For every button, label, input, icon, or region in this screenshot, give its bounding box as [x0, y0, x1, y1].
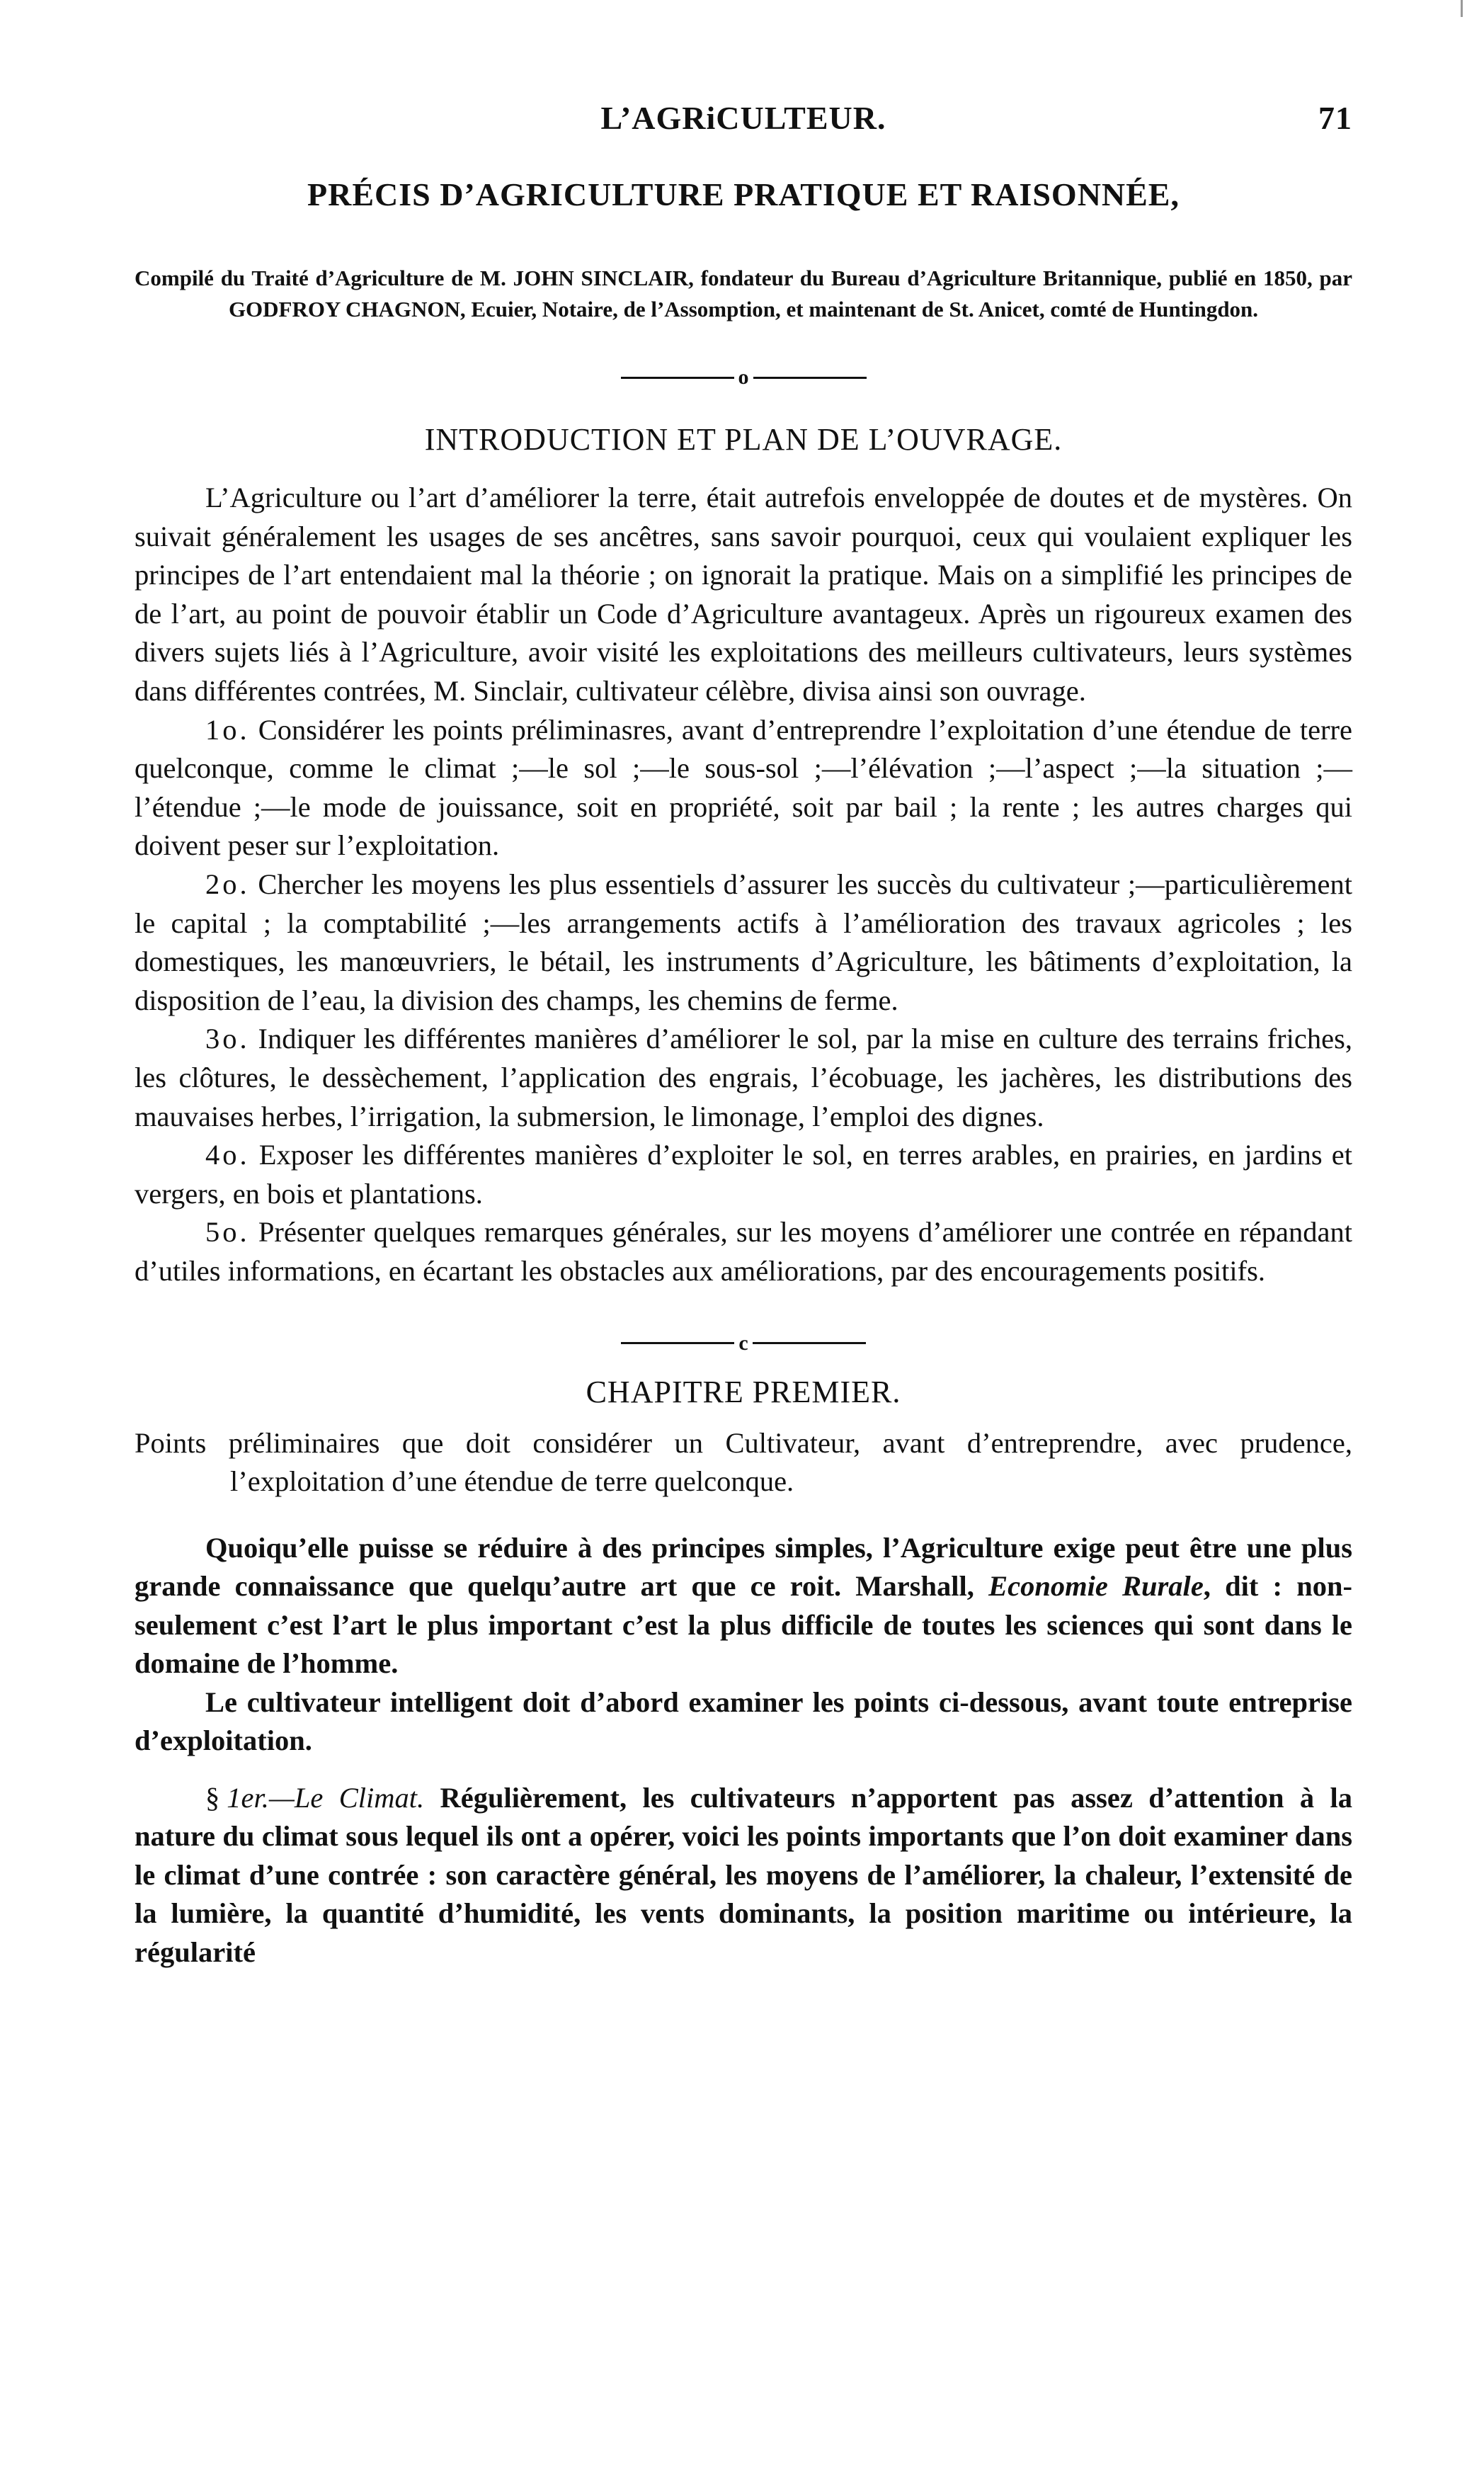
paragraph-text: Régulièrement, les cultivateurs n’apportent pas assez d’attention à la nature du climat sous lequel ils ont a opérer, voici les points importants que l’on doit examiner dans le climat d’une contrée : son caractère général, les moyens de l’améliorer, la chaleur, l’extensité de la lumière, la quantité d’humidité, les vents dominants, la position maritime ou intérieure, la régularité	[135, 1781, 1352, 1968]
separator-line	[621, 377, 734, 379]
item-text: Chercher les moyens les plus essentiels d’assurer les succès du cultivateur ;—particulièrement le capital ; la comptabilité ;—les arrangements actifs à l’amélioration des travaux agricoles ; les domestiques, les manœuvriers, le bétail, les instruments d’Agriculture, les bâtiments d’exploitation, la disposition de l’eau, la division des champs, les chemins de ferme.	[135, 868, 1353, 1016]
intro-body	[135, 479, 1352, 1290]
list-item	[135, 1213, 1352, 1290]
separator-mark: o	[738, 365, 749, 390]
item-text: Considérer les points préliminasres, avant d’entreprendre l’exploitation d’une étendue de terre quelconque, comme le climat ;—le sol ;—le sous-sol ;—l’élévation ;—l’aspect ;—la situation ;—l’étendue ;—le mode de jouissance, soit en propriété, soit par bail ; la rente ; les autres charges qui doivent peser sur l’exploitation.	[135, 713, 1353, 862]
list-item	[135, 711, 1352, 865]
item-number: 4o.	[205, 1139, 250, 1171]
item-number: 1o.	[205, 713, 250, 746]
separator-2	[135, 1330, 1352, 1355]
list-item	[135, 1136, 1352, 1213]
chapter-paragraph-3	[135, 1779, 1352, 1972]
page-header	[135, 99, 1352, 137]
list-item	[135, 865, 1352, 1020]
main-title: PRÉCIS D’AGRICULTURE PRATIQUE ET RAISONNÉE,	[307, 176, 1180, 212]
subtitle: Compilé du Traité d’Agriculture de M. JOHN SINCLAIR, fondateur du Bureau d’Agriculture Britannique, publié en 1850, par GODFROY CHAGNON, Ecuier, Notaire, de l’Assomption, et maintenant de St. Anicet, comté de Huntingdon.	[135, 266, 1352, 322]
paragraph-text: Quoiqu’elle puisse se réduire à des principes simples, l’Agriculture exige peut être une plus grande connaissance que quelqu’autre art que ce roit. Marshall,	[135, 1531, 1352, 1603]
separator-line	[621, 1342, 734, 1344]
paragraph-text: , dit : non-seulement c’est l’art le plus important c’est la plus difficile de toutes les sciences qui sont dans le domaine de l’homme.	[135, 1570, 1352, 1680]
item-number: 2o.	[205, 868, 250, 901]
chapter-title: CHAPITRE PREMIER.	[586, 1374, 901, 1409]
chapter-paragraph-1	[135, 1529, 1352, 1683]
book-page	[135, 99, 1352, 1972]
page-number: 71	[1318, 100, 1352, 136]
item-text: Exposer les différentes manières d’exploiter le sol, en terres arables, en prairies, en jardins et vergers, en bois et plantations.	[135, 1139, 1352, 1210]
page-edge-mark	[1461, 0, 1463, 17]
book-title-italic: Economie Rurale	[988, 1570, 1204, 1603]
section-label: 1er.—Le Climat.	[227, 1781, 425, 1814]
separator-line	[753, 377, 867, 379]
section-title: INTRODUCTION ET PLAN DE L’OUVRAGE.	[424, 422, 1063, 457]
separator-1	[135, 364, 1352, 390]
running-title: L’AGRiCULTEUR.	[600, 100, 886, 136]
item-text: Présenter quelques remarques générales, sur les moyens d’améliorer une contrée en répandant d’utiles informations, en écartant les obstacles aux améliorations, par des encouragements positifs.	[135, 1216, 1352, 1287]
item-number: 3o.	[205, 1023, 250, 1055]
item-text: Indiquer les différentes manières d’améliorer le sol, par la mise en culture des terrains friches, les clôtures, le dessèchement, l’application des engrais, l’écobuage, les jachères, les distributions des mauvaises herbes, l’irrigation, la submersion, le limonage, l’emploi des dignes.	[135, 1023, 1353, 1132]
separator-mark: c	[738, 1331, 748, 1355]
list-item	[135, 1020, 1352, 1136]
chapter-paragraph-2: Le cultivateur intelligent doit d’abord examiner les points ci-dessous, avant toute entreprise d’exploitation.	[135, 1685, 1352, 1757]
intro-paragraph: L’Agriculture ou l’art d’améliorer la terre, était autrefois enveloppée de doutes et de mystères. On suivait généralement les usages de ses ancêtres, sans savoir pourquoi, ceux qui voulaient expliquer les principes de l’art entendaient mal la théorie ; on ignorait la pratique. Mais on a simplifié les principes de de l’art, au point de pouvoir établir un Code d’Agriculture avantageux. Après un rigoureux examen des divers sujets liés à l’Agriculture, avoir visité les exploitations des meilleurs cultivateurs, leurs systèmes dans différentes contrées, M. Sinclair, cultivateur célèbre, divisa ainsi son ouvrage.	[135, 482, 1352, 707]
chapter-body	[135, 1529, 1352, 1972]
item-number: 5o.	[205, 1216, 250, 1249]
separator-line	[753, 1342, 866, 1344]
chapter-subtitle: Points préliminaires que doit considérer un Cultivateur, avant d’entreprendre, avec prudence, l’exploitation d’une étendue de terre quelconque.	[135, 1426, 1352, 1497]
section-symbol: §	[205, 1781, 220, 1814]
